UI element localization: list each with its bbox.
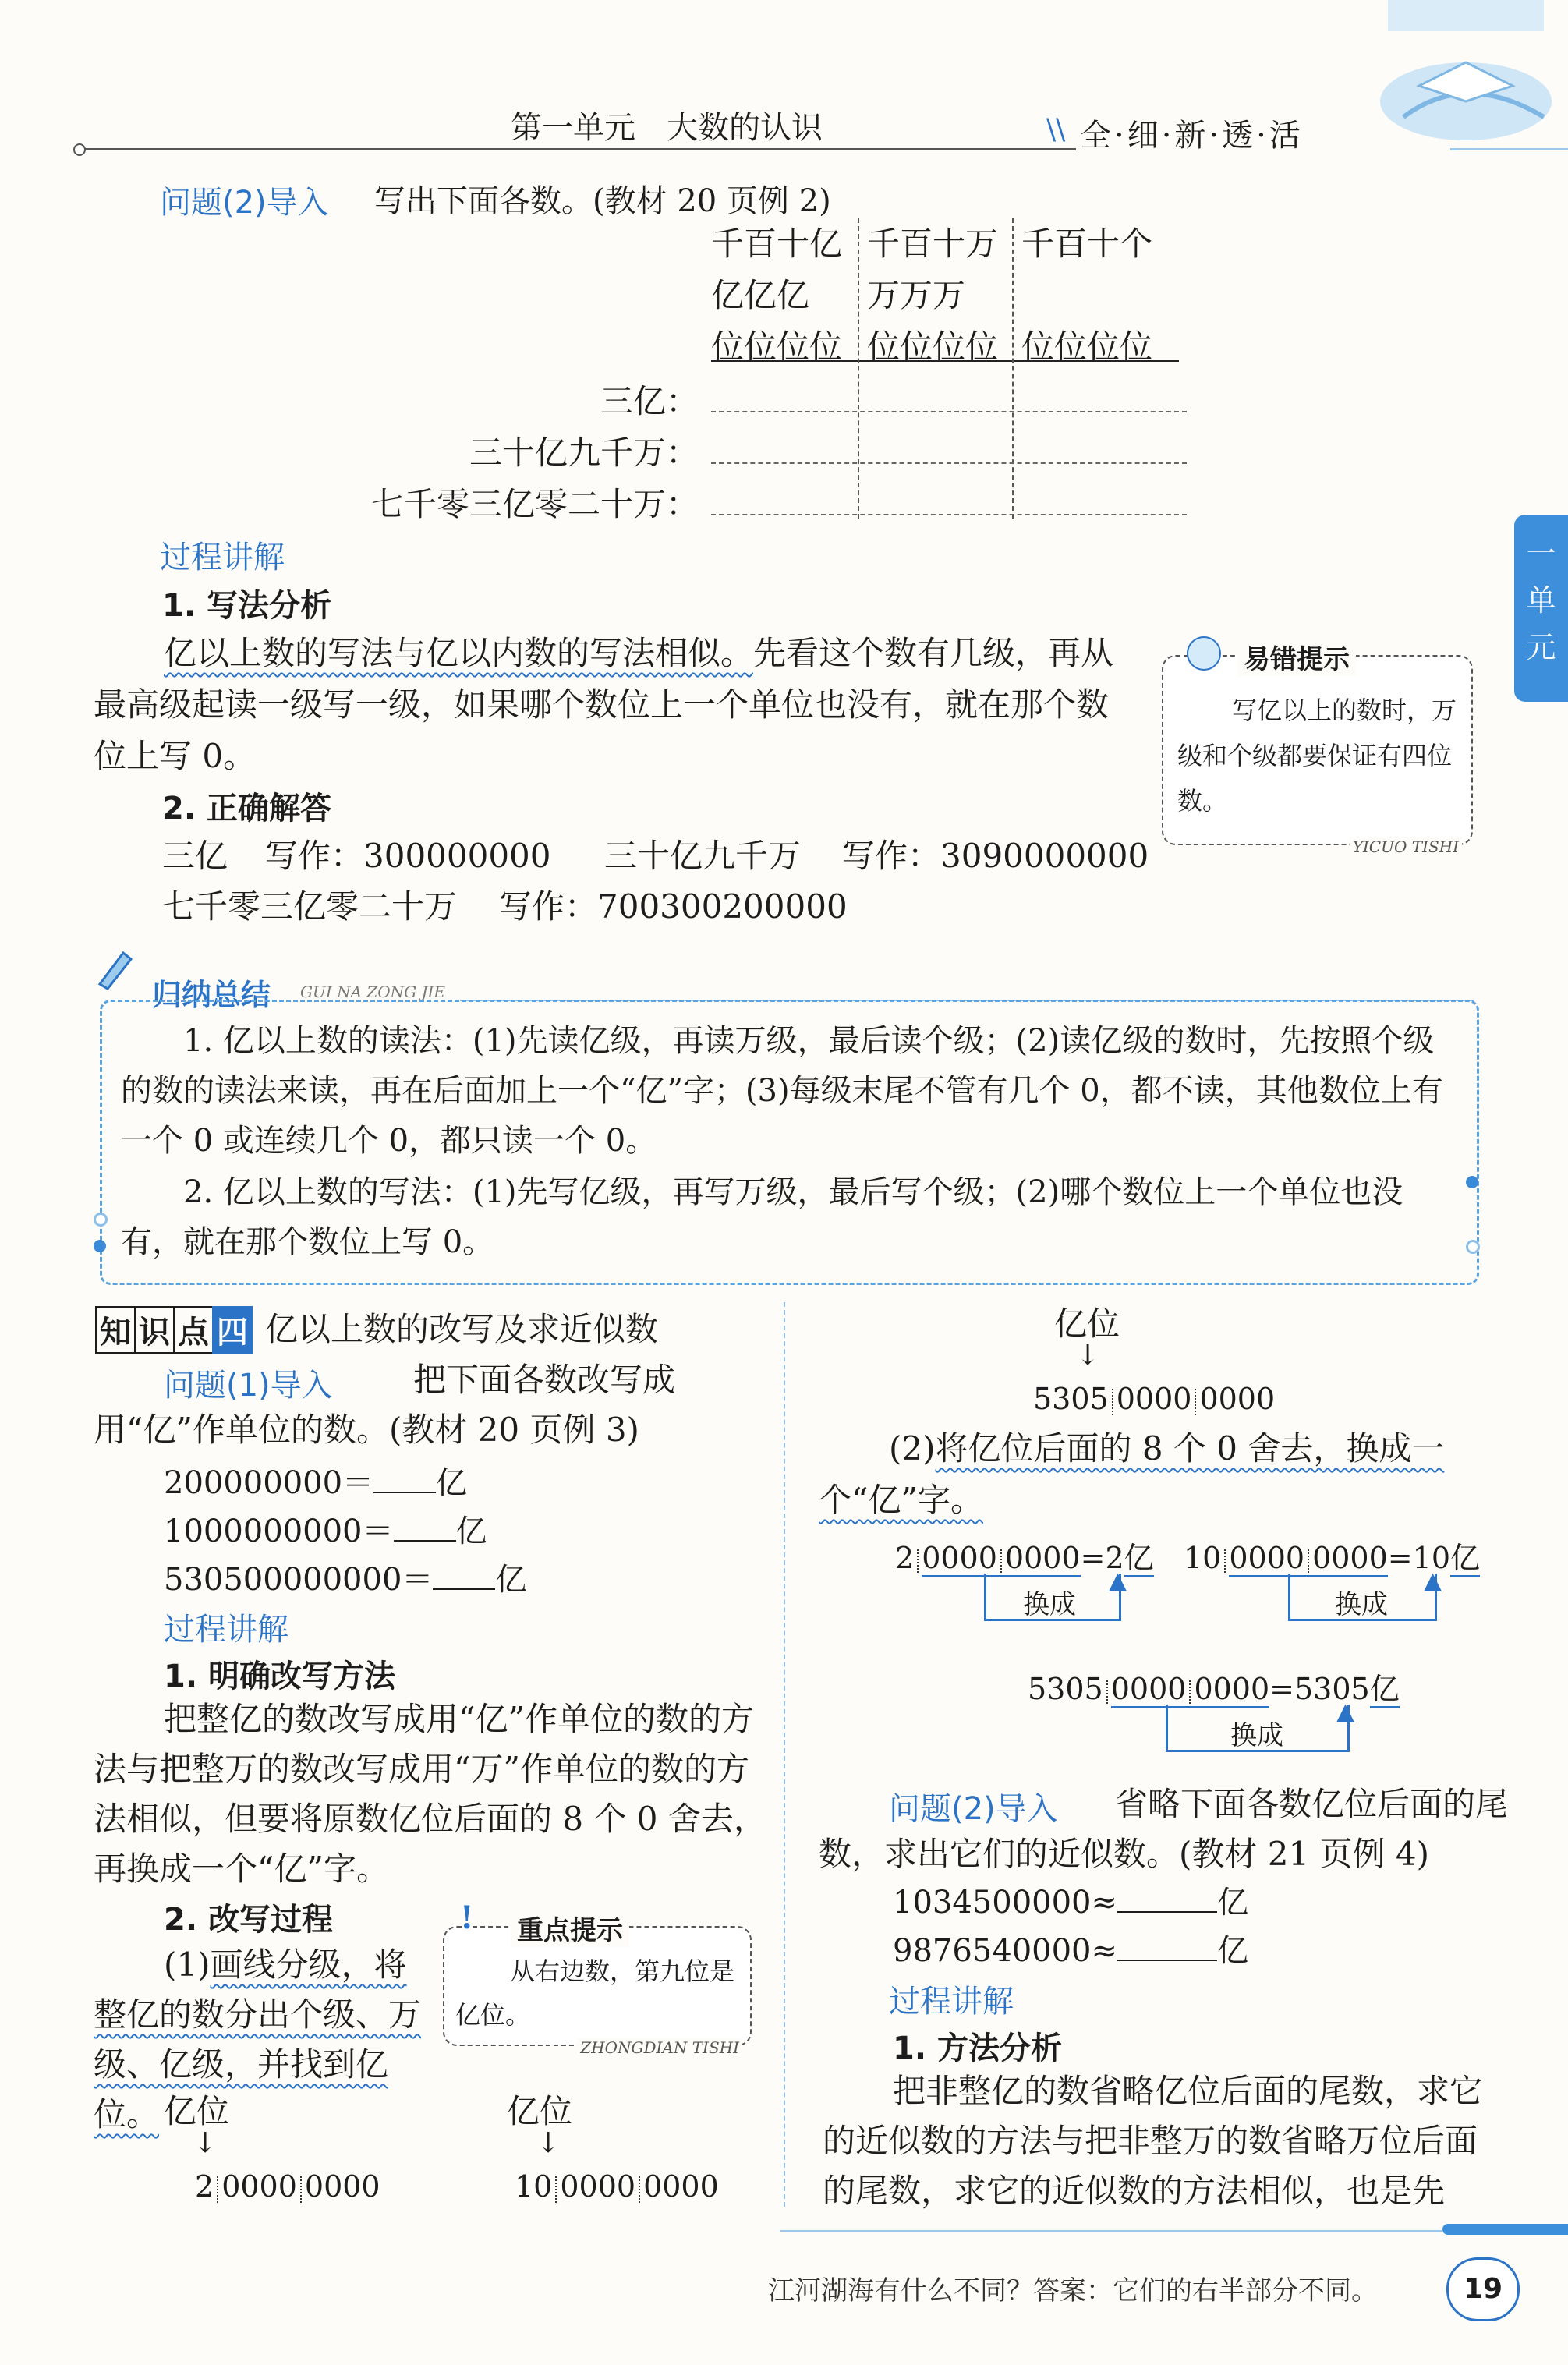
analysis-rest: 先看这个数有几级，再从最高级起读一级写一级，如果哪个数位上一个单位也没有，就在那个数位上写 0。 [94,634,1114,775]
down-arrow-icon: ↓ [193,2127,218,2159]
rewrite-item [164,1458,467,1503]
rewrite-number: 530500000000＝ [164,1562,434,1598]
badge-char: 四 [212,1306,253,1354]
q2b-label: 问题(2)导入 [889,1791,1058,1827]
unit-label: 亿 [455,1514,487,1549]
q2a-prompt: 写出下面各数。(教材 20 页例 2) [374,183,831,219]
up-arrow-icon: ▲ [1424,1567,1442,1595]
split-mark [1224,1549,1226,1573]
unit-label: 亿 [495,1562,527,1598]
approx-number: 1034500000≈ [893,1885,1118,1921]
table-row-label: 三亿： [600,382,699,420]
tip-title: 易错提示 [1237,638,1356,676]
answer-blank[interactable] [373,1467,436,1493]
summary-pinyin: GUI NA ZONG JIE [300,982,446,1001]
answer-name: 七千零三亿零二十万 [162,887,458,926]
split-number [195,2169,380,2204]
place-value-table [711,218,1179,522]
replace-label: 换成 [1335,1589,1388,1620]
header-rule [78,148,1076,150]
split-mark [217,2176,218,2203]
table-head-rule [711,360,1179,362]
process-step-1 [94,1940,429,2140]
eq-part: 0000 0000 [1111,1672,1269,1708]
section-title: 1. 写法分析 [162,588,331,624]
table-head-c1: 千百十个 [1021,225,1153,263]
summary-title: 归纳总结 [152,978,271,1012]
q2b-text: 省略下面各数亿位后面的尾数，求出它们的近似数。(教材 21 页例 4) [819,1785,1509,1873]
table-head-a2: 亿亿亿 [711,276,810,314]
up-arrow-icon: ▲ [1109,1567,1127,1595]
exclamation-icon: ! [460,1899,474,1936]
split-part: 0000 [1199,1382,1276,1416]
table-col-divider [1012,218,1014,519]
q1-text: 把下面各数改写成用“亿”作单位的数。(教材 20 页例 3) [94,1361,676,1449]
header-motto: 全·细·新·透·活 [1080,118,1304,154]
split-part: 2 [195,2169,214,2204]
unit-label: 亿 [1217,1933,1249,1969]
tip-box-zhongdian [443,1899,752,2057]
eq-part: =5305 [1269,1672,1370,1706]
table-head-a1: 千百十亿 [711,225,843,263]
writing-analysis-text [94,628,1138,782]
step-number: (1) [164,1945,211,1984]
table-head-b1: 千百十万 [867,225,999,263]
answer-name: 三亿 [162,837,228,875]
split-mark [555,2176,557,2203]
key-sentence: 亿以上数的写法与亿以内数的写法相似。 [164,634,754,672]
section-title: 2. 改写过程 [164,1902,333,1938]
split-part: 10 [515,2169,553,2204]
table-head-c3: 位位位位 [1021,327,1153,366]
header-decoration [1372,0,1568,156]
eq-unit: 亿 [1124,1541,1154,1577]
badge-char: 知 [95,1306,136,1354]
table-row-line [711,514,1187,515]
answer-blank[interactable] [394,1515,456,1542]
side-tab-char: 一 [1526,536,1556,571]
section-title: 1. 方法分析 [893,2030,1062,2066]
header-slash: \\ [1046,114,1066,146]
process-title: 过程讲解 [160,540,285,575]
yiwei-label: 亿位 [507,2092,573,2130]
eq-part: 5305 [1028,1672,1103,1706]
table-head-b3: 位位位位 [867,327,999,366]
knowledge-point-badge [95,1306,251,1354]
summary-para-1: 1. 亿以上数的读法：(1)先读亿级，再读万级，最后读个级；(2)读亿级的数时，先按照个级的数的读法来读，再在后面加上一个“亿”字；(3)每级末尾不管有几个 0，都不读，其他数位上有一个 0 或连续几个 0，都只读一个 0。 [121,1023,1443,1159]
down-arrow-icon: ↓ [536,2127,561,2159]
table-row-label: 七千零三亿零二十万： [370,485,699,523]
split-number [1033,1382,1275,1416]
side-tab-char: 元 [1526,630,1556,664]
approx-number: 9876540000≈ [893,1933,1118,1969]
unit-label: 亿 [1217,1885,1249,1921]
summary-dot [94,1240,106,1252]
q2a-label: 问题(2)导入 [160,185,329,221]
step-text: 将亿位后面的 8 个 0 舍去，换成一个“亿”字。 [819,1429,1445,1519]
footer-riddle: 江河湖海有什么不同？答案：它们的右半部分不同。 [768,2275,1378,2307]
method-text: 把非整亿的数省略亿位后面的尾数，求它的近似数的方法与把非整万的数省略万位后面的尾数，求它的近似数的方法相似，也是先 [823,2072,1483,2210]
process-title: 过程讲解 [164,1612,288,1648]
table-col-divider [858,218,859,519]
eq-unit: 亿 [1450,1541,1480,1577]
column-divider [784,1302,785,2207]
approx-item [893,1926,1248,1970]
q1-label: 问题(1)导入 [164,1368,333,1404]
side-tab-unit [1514,515,1568,702]
header-dot [73,143,86,156]
table-row-line [711,462,1187,464]
eq-part: 0000 0000 [1229,1541,1387,1577]
rewrite-number: 1000000000＝ [164,1514,394,1549]
split-part: 0000 [643,2169,719,2204]
badge-char: 识 [134,1306,175,1354]
section-title: 1. 明确改写方法 [164,1659,395,1694]
table-head-b2: 万万万 [867,276,966,314]
section-title: 2. 正确解答 [162,791,331,827]
approx-item [893,1878,1248,1922]
answer-value: 写作：700300200000 [499,887,848,926]
table-row-line [711,411,1187,412]
split-mark [639,2176,640,2203]
answer-blank[interactable] [1117,1935,1217,1961]
eq-part: 2 [895,1541,915,1575]
table-head-a3: 位位位位 [711,327,843,366]
answer-name: 三十亿九千万 [604,837,802,875]
process-title: 过程讲解 [889,1984,1014,2020]
eq-part: 10 [1184,1541,1222,1575]
header-rule-right [1450,148,1568,150]
split-mark [300,2176,302,2203]
answer-value: 写作：300000000 [265,837,551,875]
knowledge-point-title: 亿以上数的改写及求近似数 [265,1310,659,1348]
replace-label: 换成 [1230,1720,1283,1751]
side-tab-char: 单 [1526,583,1556,618]
rewrite-item [164,1555,526,1599]
yiwei-label: 亿位 [1054,1305,1120,1343]
page-number: 19 [1446,2257,1520,2321]
badge-char: 点 [173,1306,214,1354]
split-part: 5305 [1033,1382,1109,1416]
split-part: 0000 [221,2169,297,2204]
tip-box-yicuo [1162,644,1473,856]
summary-para-2: 2. 亿以上数的写法：(1)先写亿级，再写万级，最后写个级；(2)哪个数位上一个单位也没有，就在那个数位上写 0。 [121,1174,1403,1260]
eq-part: =10 [1387,1541,1450,1575]
split-part: 0000 [560,2169,636,2204]
footer-rule [780,2230,1442,2232]
summary-ring [1466,1240,1480,1254]
answer-blank[interactable] [433,1563,495,1590]
table-row-label: 三十亿九千万： [469,434,699,472]
unit-title: 第一单元 大数的认识 [511,110,823,146]
bulb-icon [1187,636,1221,671]
split-mark [1106,1680,1108,1704]
split-part: 0000 [1116,1382,1192,1416]
tip-body: 从右边数，第九位是亿位。 [455,1956,735,2030]
process-step-2 [819,1423,1513,1526]
tip-foot: YICUO TISHI [1350,837,1462,856]
footer-band [1442,2224,1568,2235]
step-text: 画线分级，将整亿的数分出个级、万级、亿级，并找到亿位。 [94,1945,422,2133]
down-arrow-icon: ↓ [1076,1340,1100,1372]
yiwei-label: 亿位 [164,2092,230,2130]
answer-blank[interactable] [1117,1886,1217,1913]
method-text: 把整亿的数改写成用“亿”作单位的数的方法与把整万的数改写成用“万”作单位的数的方法相似，但要将原数亿位后面的 8 个 0 舍去，再换成一个“亿”字。 [94,1700,766,1888]
rewrite-number: 200000000＝ [164,1465,374,1501]
step-number: (2) [889,1429,936,1468]
summary-dot [1466,1176,1478,1188]
split-number [515,2169,719,2204]
eq-part: =2 [1080,1541,1124,1575]
tip-foot: ZHONGDIAN TISHI [577,2038,742,2057]
rewrite-item [164,1506,487,1551]
answer-value: 写作：3090000000 [842,837,1149,875]
eq-unit: 亿 [1370,1672,1400,1708]
up-arrow-icon: ▲ [1336,1698,1355,1726]
unit-label: 亿 [436,1465,468,1501]
split-part: 0000 [304,2169,380,2204]
replace-label: 换成 [1023,1589,1076,1620]
tip-body: 写亿以上的数时，万级和个级都要保证有四位数。 [1177,696,1457,816]
split-mark [1195,1389,1196,1415]
split-mark [917,1549,919,1573]
eq-part: 0000 0000 [922,1541,1080,1577]
tip-title: 重点提示 [511,1909,629,1947]
summary-ring [94,1213,108,1227]
pen-icon [92,945,139,992]
split-mark [1112,1389,1113,1415]
